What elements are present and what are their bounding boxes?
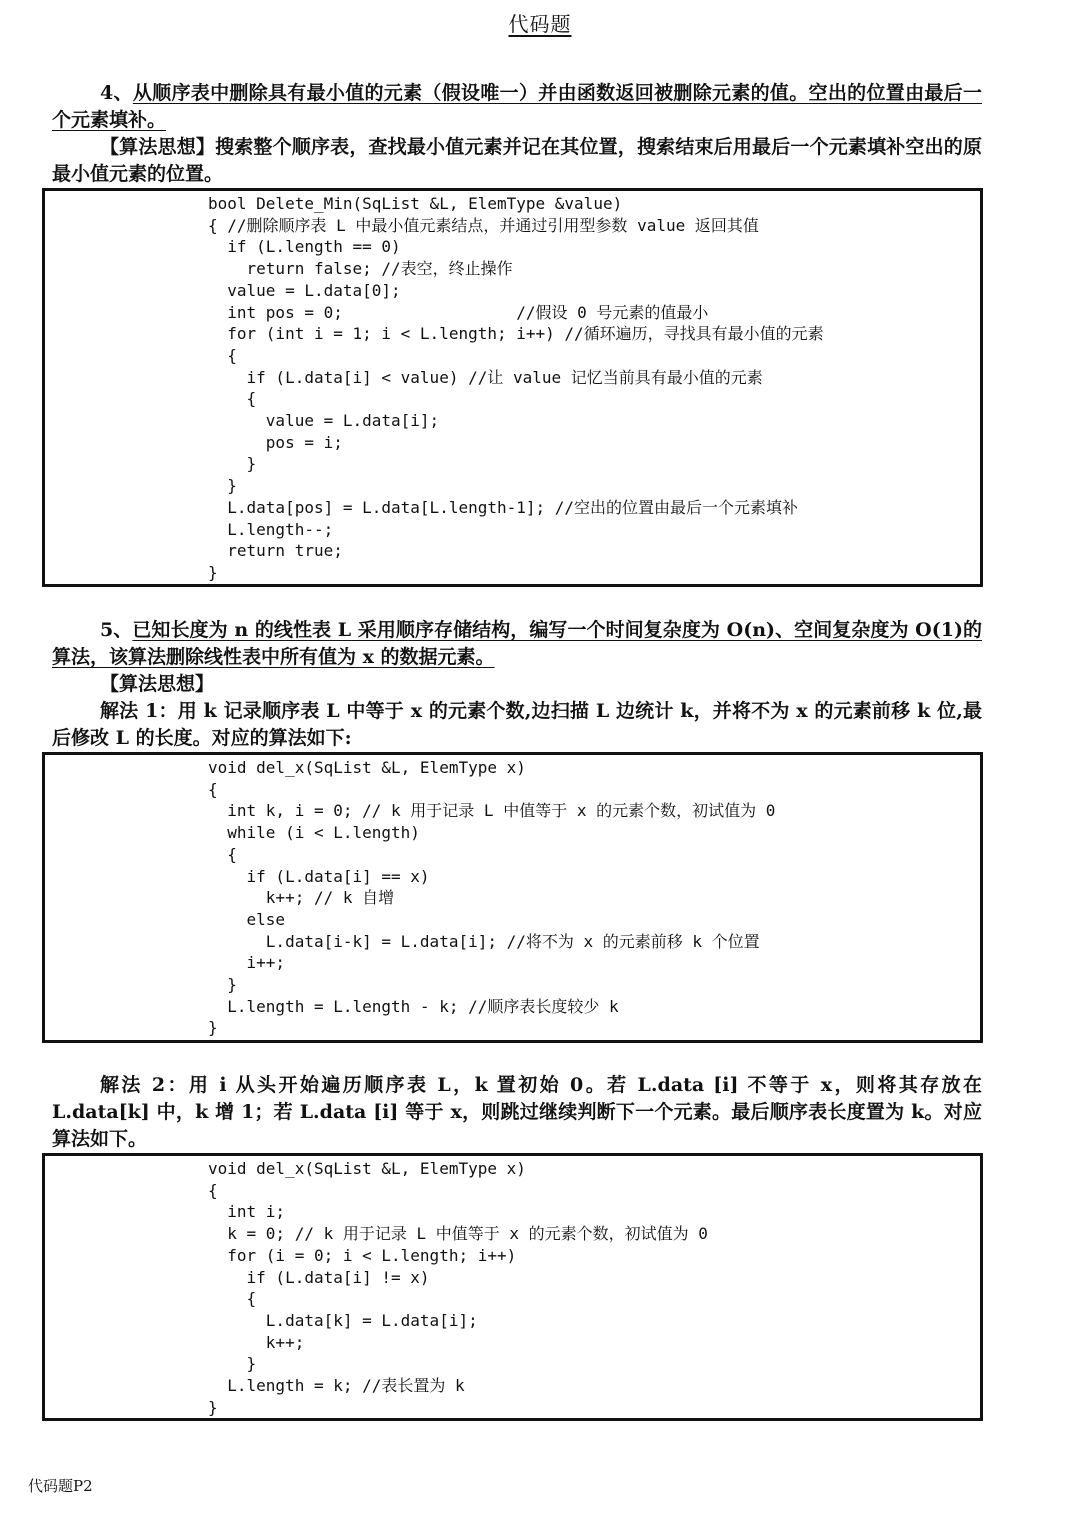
q4-idea-text: 搜索整个顺序表，查找最小值元素并记在其位置，搜索结束后用最后一个元素填补空出的原最小值元素的位置。: [52, 136, 982, 185]
code-line: for (i = 0; i < L.length; i++): [208, 1245, 517, 1265]
q5-number: 5、: [100, 619, 133, 641]
code-line: L.data[i-k] = L.data[i]; //将不为 x 的元素前移 k 个位置: [208, 931, 760, 951]
code-line: k++; // k 自增: [208, 888, 395, 908]
code-line: pos = i;: [208, 432, 343, 452]
code-line: k = 0; // k 用于记录 L 中值等于 x 的元素个数，初试值为 0: [208, 1224, 708, 1244]
q4-idea: [52, 134, 982, 188]
code-line: L.data[pos] = L.data[L.length-1]; //空出的位置由最后一个元素填补: [208, 497, 799, 517]
code-line: void del_x(SqList &L, ElemType x): [208, 1159, 526, 1178]
code-line: }: [208, 975, 237, 995]
code-line: void del_x(SqList &L, ElemType x): [208, 758, 526, 777]
code-line: L.length = L.length - k; //顺序表长度较少 k: [208, 996, 619, 1016]
q5-code-block-1: [42, 752, 983, 1043]
code-line: L.length--;: [208, 519, 334, 539]
q4-code-block: [42, 188, 983, 587]
q4-idea-label: 【算法思想】: [100, 136, 216, 158]
code-line: int k, i = 0; // k 用于记录 L 中值等于 x 的元素个数，初试值为 0: [208, 801, 776, 821]
q4-question-text: 从顺序表中删除具有最小值的元素（假设唯一）并由函数返回被删除元素的值。空出的位置由最后一个元素填补。: [52, 82, 982, 131]
code-line: if (L.data[i] == x): [208, 866, 430, 886]
code-line: while (i < L.length): [208, 823, 420, 843]
page-number: 代码题P2: [28, 1477, 93, 1495]
code-line: i++;: [208, 953, 286, 973]
code-line: }: [208, 476, 237, 496]
q5-idea: [52, 671, 982, 698]
code-line: int pos = 0; //假设 0 号元素的值最小: [208, 302, 709, 322]
q5-method1-text: 解法 1：用 k 记录顺序表 L 中等于 x 的元素个数,边扫描 L 边统计 k，并将不为 x 的元素前移 k 位,最后修改 L 的长度。对应的算法如下:: [52, 700, 982, 749]
code-line: int i;: [208, 1202, 286, 1222]
code-line: }: [208, 454, 257, 474]
code-line: }: [208, 1397, 218, 1417]
code-line: {: [208, 1289, 257, 1309]
code-line: if (L.length == 0): [208, 237, 401, 257]
code-line: value = L.data[i];: [208, 411, 440, 431]
q5-code-block-2: [42, 1153, 983, 1421]
code-line: return true;: [208, 541, 343, 561]
code-line: if (L.data[i] < value) //让 value 记忆当前具有最小值的元素: [208, 367, 763, 387]
code-line: L.length = k; //表长置为 k: [208, 1376, 465, 1396]
code-line: {: [208, 844, 237, 864]
code-line: }: [208, 562, 218, 582]
code-line: {: [208, 389, 257, 409]
code-line: }: [208, 1354, 257, 1374]
code-line: }: [208, 1018, 218, 1038]
q5-idea-label: 【算法思想】: [100, 673, 215, 695]
code-line: bool Delete_Min(SqList &L, ElemType &value): [208, 194, 623, 213]
code-line: {: [208, 345, 237, 365]
page-footer: [28, 1475, 93, 1496]
code-line: L.data[k] = L.data[i];: [208, 1310, 478, 1330]
q5-question-text: 已知长度为 n 的线性表 L 采用顺序存储结构，编写一个时间复杂度为 O(n)、空间复杂度为 O(1)的算法，该算法删除线性表中所有值为 x 的数据元素。: [52, 619, 982, 668]
code-line: for (int i = 1; i < L.length; i++) //循环遍历，寻找具有最小值的元素: [208, 324, 824, 344]
code-line: else: [208, 909, 286, 929]
q5-question: [52, 617, 982, 671]
code-line: if (L.data[i] != x): [208, 1267, 430, 1287]
page-title: 代码题: [508, 12, 572, 36]
q5-method2: [52, 1072, 982, 1153]
q5-method2-text: 解法 2：用 i 从头开始遍历顺序表 L，k 置初始 0。若 L.data [i] 不等于 x，则将其存放在 L.data[k] 中，k 增 1；若 L.data [i] 等于 x，则跳过继续判断下一个元素。最后顺序表长度置为 k。对应算法如下。: [52, 1074, 982, 1150]
code-line: {: [208, 779, 218, 799]
q4-number: 4、: [100, 82, 133, 104]
code-line: return false; //表空，终止操作: [208, 259, 513, 279]
page-header: [0, 8, 1080, 37]
code-line: value = L.data[0];: [208, 280, 401, 300]
code-line: {: [208, 1180, 218, 1200]
code-line: k++;: [208, 1332, 305, 1352]
q5-method1: [52, 698, 982, 752]
q4-question: [52, 80, 982, 134]
code-line: { //删除顺序表 L 中最小值元素结点，并通过引用型参数 value 返回其值: [208, 215, 759, 235]
